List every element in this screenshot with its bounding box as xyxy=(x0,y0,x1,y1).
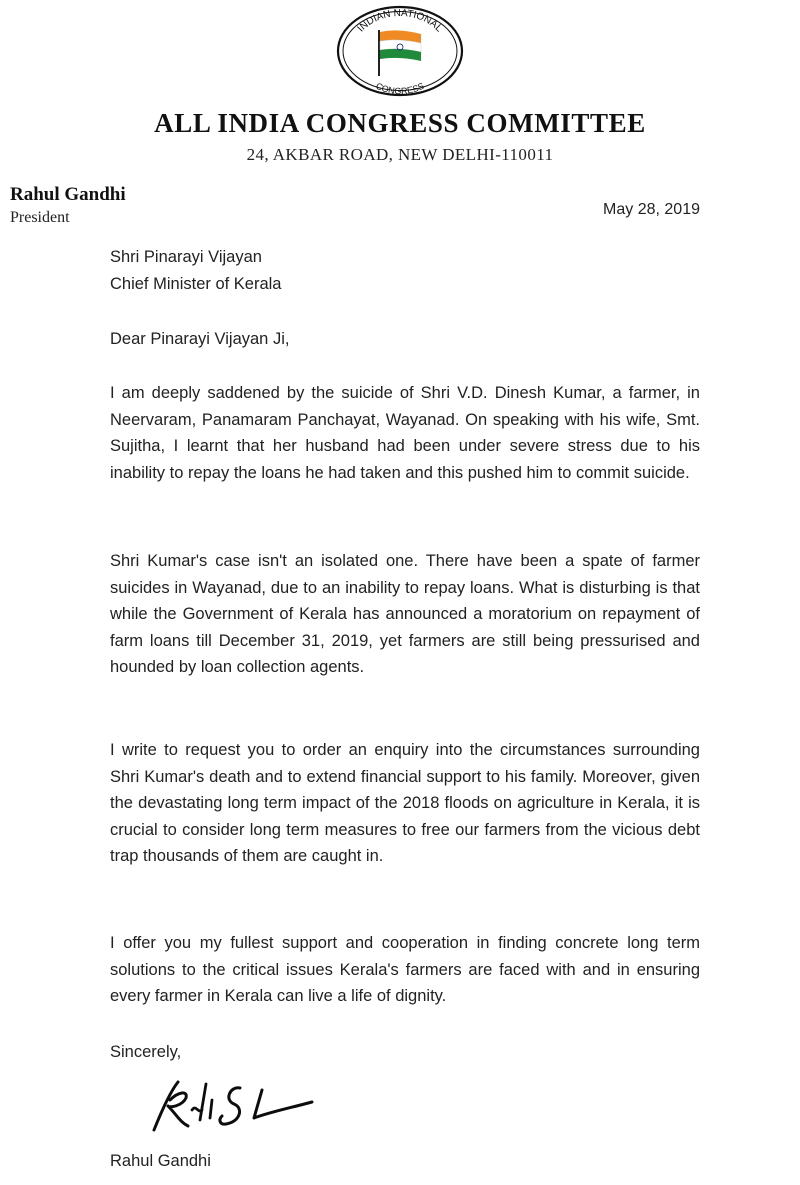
sender-title: President xyxy=(10,209,70,226)
body-paragraph: I offer you my fullest support and cooperation in finding concrete long term solutions to the critical issues Kerala's farmers are faced with and in ensuring every farmer in Kerala can live a life of dignity. xyxy=(110,934,700,1005)
body-paragraph: Shri Kumar's case isn't an isolated one. There have been a spate of farmer suicides in Wayanad, due to an inability to repay loans. What is disturbing is that while the Government of Kerala has announced a moratorium on repayment of farm loans till December 31, 2019, yet farmers are still being pressurised and hounded by loan collection agents. xyxy=(110,552,700,676)
recipient-name: Shri Pinarayi Vijayan xyxy=(110,248,262,266)
organization-name: ALL INDIA CONGRESS COMMITTEE xyxy=(154,108,646,138)
recipient-title: Chief Minister of Kerala xyxy=(110,275,282,293)
handwritten-signature xyxy=(140,1070,320,1140)
sender-name: Rahul Gandhi xyxy=(10,184,126,205)
salutation: Dear Pinarayi Vijayan Ji, xyxy=(110,330,290,348)
logo-text-bottom: CONGRESS xyxy=(374,80,426,97)
body-paragraph: I write to request you to order an enquiry into the circumstances surrounding Shri Kumar's death and to extend financial support to his family. Moreover, given the devastating long term impact of the 2018 floods on agriculture in Kerala, it is crucial to consider long term measures to free our farmers from the vicious debt trap thousands of them are caught in. xyxy=(110,741,700,865)
congress-logo-emblem xyxy=(335,4,465,98)
recipient-block xyxy=(110,244,700,298)
letter-date: May 28, 2019 xyxy=(603,201,700,218)
signoff-name: Rahul Gandhi xyxy=(110,1152,211,1170)
organization-address: 24, AKBAR ROAD, NEW DELHI-110011 xyxy=(246,145,554,164)
logo-text-top: INDIAN NATIONAL xyxy=(355,7,445,35)
body-paragraph: I am deeply saddened by the suicide of Shri V.D. Dinesh Kumar, a farmer, in Neervaram, Panamaram Panchayat, Wayanad. On speaking with his wife, Smt. Sujitha, I learnt that her husband had been under severe stress due to his inability to repay the loans he had taken and this pushed him to commit suicide. xyxy=(110,384,700,482)
closing: Sincerely, xyxy=(110,1043,182,1061)
tricolor-flag-icon xyxy=(379,30,421,76)
